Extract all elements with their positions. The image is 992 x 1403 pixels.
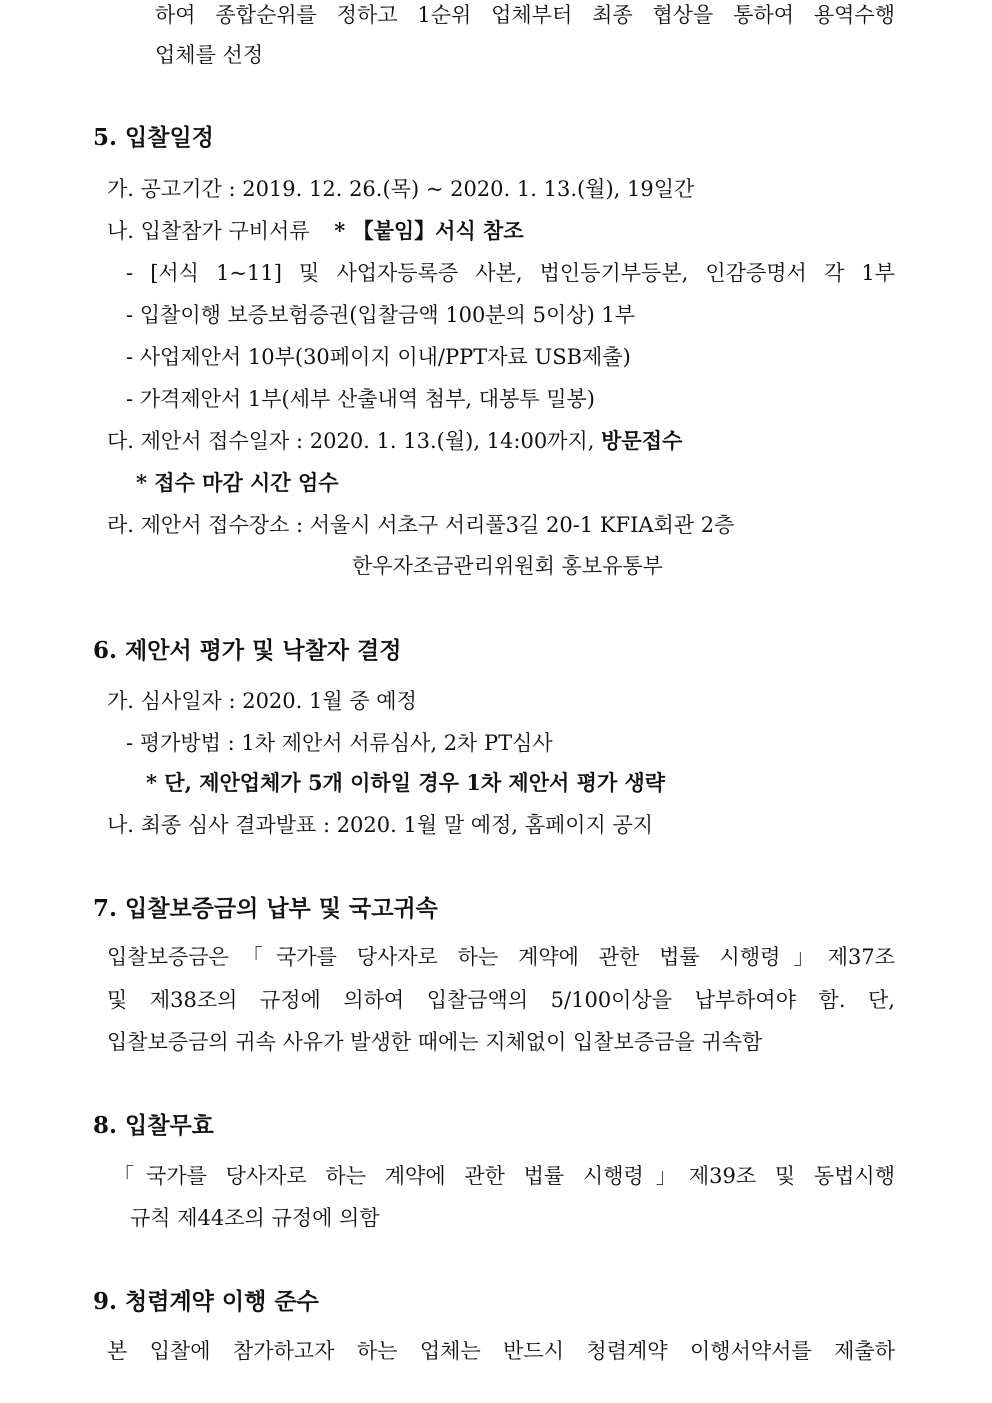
s5-b-subitem-3: - 사업제안서 10부(30페이지 이내/PPT자료 USB제출) [126, 345, 631, 369]
section-5-heading: 5. 입찰일정 [93, 124, 214, 151]
s5-b-subitem-2: - 입찰이행 보증보험증권(입찰금액 100분의 5이상) 1부 [126, 303, 636, 327]
s5-item-d: 라. 제안서 접수장소 : 서울시 서초구 서리풀3길 20-1 KFIA회관 2층 [107, 513, 735, 537]
section-9-heading: 9. 청렴계약 이행 준수 [93, 1288, 319, 1315]
s5-b-subitem-1: - [서식 1~11] 및 사업자등록증 사본, 법인등기부등본, 인감증명서 각 1부 [126, 261, 895, 285]
s6-item-a: 가. 심사일자 : 2020. 1월 중 예정 [107, 689, 417, 713]
intro-line-1: 하여 종합순위를 정하고 1순위 업체부터 최종 협상을 통하여 용역수행 [155, 3, 895, 27]
s5-item-b-note: * 【붙임】서식 참조 [334, 218, 524, 243]
s5-item-c-note: * 접수 마감 시간 엄수 [136, 470, 339, 495]
s5-item-a: 가. 공고기간 : 2019. 12. 26.(목) ~ 2020. 1. 13.(월), 19일간 [107, 177, 695, 201]
s8-para-line-2: 규칙 제44조의 규정에 의함 [130, 1206, 380, 1230]
s9-para-line-1: 본 입찰에 참가하고자 하는 업체는 반드시 청렴계약 이행서약서를 제출하 [107, 1339, 895, 1363]
s8-para-line-1: 「국가를 당사자로 하는 계약에 관한 법률 시행령」제39조 및 동법시행 [113, 1164, 895, 1188]
s5-item-c-bold: 방문접수 [601, 428, 683, 453]
s5-item-c-text: 다. 제안서 접수일자 : 2020. 1. 13.(월), 14:00까지, [107, 429, 595, 453]
s6-item-b: 나. 최종 심사 결과발표 : 2020. 1월 말 예정, 홈페이지 공지 [107, 813, 654, 837]
s5-item-d-cont: 한우자조금관리위원회 홍보유통부 [352, 554, 663, 578]
s5-b-subitem-4: - 가격제안서 1부(세부 산출내역 첨부, 대봉투 밀봉) [126, 387, 596, 411]
section-8-heading: 8. 입찰무효 [93, 1112, 214, 1139]
s7-para-line-1: 입찰보증금은「국가를 당사자로 하는 계약에 관한 법률 시행령」제37조 [107, 945, 895, 969]
section-7-heading: 7. 입찰보증금의 납부 및 국고귀속 [93, 895, 438, 922]
s7-para-line-3: 입찰보증금의 귀속 사유가 발생한 때에는 지체없이 입찰보증금을 귀속함 [107, 1030, 763, 1054]
s5-item-c [107, 426, 682, 456]
intro-line-2: 업체를 선정 [155, 43, 264, 67]
s5-item-b [107, 216, 524, 246]
s6-a-note: * 단, 제안업체가 5개 이하일 경우 1차 제안서 평가 생략 [146, 770, 666, 795]
s5-item-b-label: 나. 입찰참가 구비서류 [107, 219, 310, 243]
section-6-heading: 6. 제안서 평가 및 낙찰자 결정 [93, 637, 402, 664]
s6-a-subitem: - 평가방법 : 1차 제안서 서류심사, 2차 PT심사 [126, 731, 553, 755]
s7-para-line-2: 및 제38조의 규정에 의하여 입찰금액의 5/100이상을 납부하여야 함. 단, [107, 988, 895, 1012]
